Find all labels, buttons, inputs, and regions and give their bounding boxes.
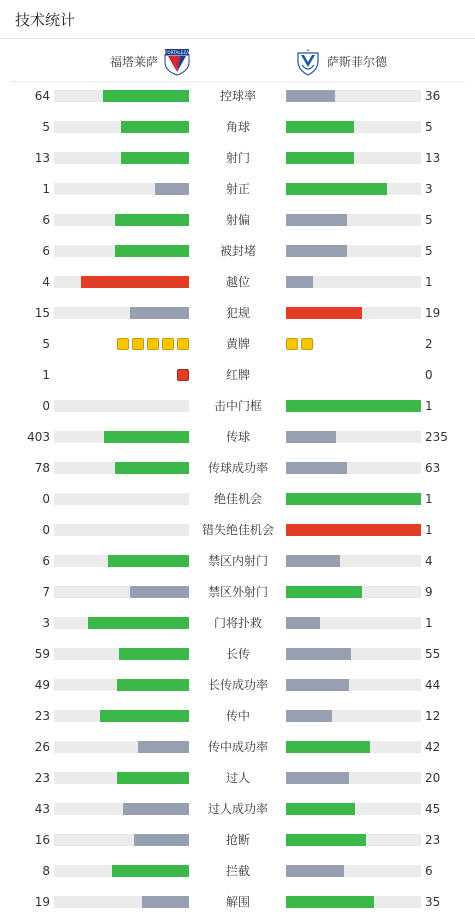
away-stat-bar-fill	[286, 648, 351, 660]
stat-row	[0, 86, 475, 106]
away-stat-bar-fill	[286, 400, 421, 412]
away-stat-bar-fill	[286, 834, 366, 846]
away-stat-value: 1	[425, 616, 433, 630]
home-stat-value: 59	[34, 647, 50, 661]
home-stat-value: 0	[42, 523, 50, 537]
home-stat-value: 23	[34, 709, 50, 723]
away-stat-bar-track	[286, 307, 421, 319]
away-stat-bar-track	[286, 524, 421, 536]
away-stat-bar-fill	[286, 679, 349, 691]
home-stat-value: 6	[42, 213, 50, 227]
home-stat-bar-fill	[115, 214, 189, 226]
home-stat-bar-track	[54, 152, 189, 164]
stat-row	[0, 644, 475, 664]
away-stat-bar-track	[286, 865, 421, 877]
home-stat-bar-fill	[142, 896, 189, 908]
home-stat-bar-track	[54, 307, 189, 319]
away-stat-bar-fill	[286, 214, 347, 226]
home-stat-bar-fill	[112, 865, 189, 877]
home-stat-value: 1	[42, 182, 50, 196]
home-stat-bar-track	[54, 648, 189, 660]
home-stat-bar-fill	[130, 307, 189, 319]
yellow-card-icon	[147, 338, 159, 350]
away-stat-value: 0	[425, 368, 433, 382]
home-stat-value: 43	[34, 802, 50, 816]
stat-row	[0, 861, 475, 881]
home-stat-bar-track	[54, 679, 189, 691]
home-stat-value: 23	[34, 771, 50, 785]
stat-row	[0, 799, 475, 819]
home-stat-bar-track	[54, 183, 189, 195]
away-stat-bar-fill	[286, 462, 347, 474]
stat-label: 击中门框	[213, 399, 262, 413]
away-stat-value: 5	[425, 213, 433, 227]
stat-label: 禁区外射门	[207, 585, 268, 599]
stat-row	[0, 179, 475, 199]
stat-label: 被封堵	[219, 244, 256, 258]
away-stat-bar-track	[286, 90, 421, 102]
stat-label: 射偏	[225, 213, 250, 227]
away-stat-bar-track	[286, 152, 421, 164]
away-stat-bar-fill	[286, 524, 421, 536]
away-stat-bar-fill	[286, 307, 362, 319]
away-stat-value: 5	[425, 120, 433, 134]
home-stat-bar-fill	[134, 834, 189, 846]
away-stat-bar-fill	[286, 555, 340, 567]
away-stat-bar-track	[286, 741, 421, 753]
away-stat-value: 19	[425, 306, 441, 320]
away-stat-bar-fill	[286, 741, 370, 753]
stat-row	[0, 303, 475, 323]
home-stat-value: 0	[42, 399, 50, 413]
away-stat-bar-track	[286, 617, 421, 629]
yellow-card-icon	[177, 338, 189, 350]
stat-label: 控球率	[219, 89, 256, 103]
stat-row	[0, 675, 475, 695]
away-stat-value: 1	[425, 523, 433, 537]
stat-label: 犯规	[225, 306, 250, 320]
home-stat-bar-fill	[121, 121, 189, 133]
home-team[interactable]	[110, 46, 190, 78]
stat-row	[0, 520, 475, 540]
away-stat-bar-fill	[286, 710, 332, 722]
away-stat-bar-track	[286, 896, 421, 908]
home-stat-bar-track	[54, 896, 189, 908]
away-team[interactable]	[295, 46, 387, 78]
red-card-icon	[177, 369, 189, 381]
stat-row	[0, 613, 475, 633]
home-stat-bar-track	[54, 803, 189, 815]
stat-row	[0, 768, 475, 788]
away-stat-bar-track	[286, 555, 421, 567]
home-stat-value: 403	[27, 430, 50, 444]
home-stat-bar-fill	[123, 803, 189, 815]
away-stat-bar-track	[286, 462, 421, 474]
away-stat-bar-fill	[286, 617, 320, 629]
stat-label: 黄牌	[225, 337, 250, 351]
home-stat-value: 8	[42, 864, 50, 878]
away-stat-value: 1	[425, 275, 433, 289]
away-stat-bar-fill	[286, 865, 344, 877]
away-stat-bar-fill	[286, 586, 362, 598]
home-stat-bar-fill	[100, 710, 189, 722]
home-stat-bar-fill	[103, 90, 189, 102]
away-stat-bar-track	[286, 679, 421, 691]
away-stat-bar-fill	[286, 90, 335, 102]
away-stat-value: 9	[425, 585, 433, 599]
home-yellow-cards	[117, 338, 189, 350]
stat-row	[0, 241, 475, 261]
home-stat-bar-fill	[81, 276, 189, 288]
stat-row	[0, 117, 475, 137]
home-stat-bar-fill	[155, 183, 189, 195]
home-stat-value: 7	[42, 585, 50, 599]
stat-row	[0, 892, 475, 912]
stat-row	[0, 427, 475, 447]
stat-label: 长传	[225, 647, 250, 661]
home-stat-bar-track	[54, 834, 189, 846]
away-stat-bar-track	[286, 245, 421, 257]
home-stat-value: 49	[34, 678, 50, 692]
stat-row	[0, 706, 475, 726]
stat-label: 角球	[225, 120, 250, 134]
stat-row	[0, 737, 475, 757]
away-stat-value: 2	[425, 337, 433, 351]
away-stat-bar-fill	[286, 152, 354, 164]
stat-row	[0, 148, 475, 168]
home-stat-bar-track	[54, 865, 189, 877]
home-stat-bar-track	[54, 493, 189, 505]
home-stat-bar-fill	[115, 245, 189, 257]
yellow-card-icon	[132, 338, 144, 350]
stat-label: 传球成功率	[207, 461, 268, 475]
home-stat-value: 4	[42, 275, 50, 289]
stat-label: 射正	[225, 182, 250, 196]
home-team-name: 福塔莱萨	[109, 55, 158, 69]
away-stat-value: 42	[425, 740, 441, 754]
away-yellow-cards	[286, 338, 313, 350]
fortaleza-badge-text: FORTALEZA	[164, 49, 190, 55]
home-stat-bar-track	[54, 276, 189, 288]
away-team-name: 萨斯菲尔德	[327, 55, 388, 69]
away-stat-bar-fill	[286, 493, 421, 505]
stat-label: 传中	[225, 709, 250, 723]
yellow-card-icon	[117, 338, 129, 350]
home-stat-value: 26	[34, 740, 50, 754]
away-stat-bar-fill	[286, 121, 354, 133]
stat-row	[0, 272, 475, 292]
home-stat-bar-fill	[130, 586, 189, 598]
home-stat-value: 16	[34, 833, 50, 847]
away-stat-value: 55	[425, 647, 441, 661]
stat-label: 传球	[225, 430, 250, 444]
home-stat-bar-track	[54, 90, 189, 102]
home-stat-bar-fill	[115, 462, 189, 474]
stat-label: 错失绝佳机会	[201, 523, 274, 537]
stat-row	[0, 489, 475, 509]
stat-row	[0, 551, 475, 571]
stat-row	[0, 334, 475, 354]
away-stat-bar-fill	[286, 772, 349, 784]
yellow-card-icon	[286, 338, 298, 350]
home-stat-bar-track	[54, 462, 189, 474]
home-stat-bar-track	[54, 214, 189, 226]
home-red-cards	[177, 369, 189, 381]
home-stat-bar-track	[54, 245, 189, 257]
away-stat-value: 35	[425, 895, 441, 909]
home-stat-value: 0	[42, 492, 50, 506]
home-stat-bar-track	[54, 586, 189, 598]
stat-label: 禁区内射门	[207, 554, 268, 568]
home-stat-bar-track	[54, 710, 189, 722]
away-stat-value: 1	[425, 492, 433, 506]
away-stat-bar-track	[286, 183, 421, 195]
stat-label: 长传成功率	[207, 678, 268, 692]
stat-label: 抢断	[225, 833, 250, 847]
home-stat-value: 6	[42, 554, 50, 568]
home-stat-bar-track	[54, 772, 189, 784]
home-stat-value: 15	[34, 306, 50, 320]
home-stat-bar-track	[54, 121, 189, 133]
stat-label: 射门	[225, 151, 250, 165]
yellow-card-icon	[162, 338, 174, 350]
stat-row	[0, 396, 475, 416]
away-stat-bar-track	[286, 276, 421, 288]
velez-crest-icon	[295, 48, 321, 76]
home-stat-bar-fill	[138, 741, 189, 753]
stat-row	[0, 210, 475, 230]
home-stat-bar-track	[54, 741, 189, 753]
stat-label: 拦截	[225, 864, 250, 878]
stat-label: 传中成功率	[207, 740, 268, 754]
home-stat-bar-track	[54, 431, 189, 443]
home-stat-bar-fill	[108, 555, 189, 567]
away-stat-bar-track	[286, 710, 421, 722]
away-stat-bar-fill	[286, 276, 313, 288]
title-divider	[0, 38, 475, 39]
home-stat-bar-fill	[104, 431, 189, 443]
away-stat-value: 44	[425, 678, 441, 692]
away-stat-value: 20	[425, 771, 441, 785]
stat-label: 红牌	[225, 368, 250, 382]
yellow-card-icon	[301, 338, 313, 350]
home-stat-value: 19	[34, 895, 50, 909]
away-stat-value: 13	[425, 151, 441, 165]
home-stat-bar-track	[54, 400, 189, 412]
stat-label: 绝佳机会	[213, 492, 262, 506]
away-stat-value: 63	[425, 461, 441, 475]
away-stat-bar-fill	[286, 896, 374, 908]
home-stat-value: 1	[42, 368, 50, 382]
stat-label: 门将扑救	[213, 616, 262, 630]
away-stat-bar-track	[286, 586, 421, 598]
home-stat-value: 6	[42, 244, 50, 258]
away-stat-value: 45	[425, 802, 441, 816]
stat-row	[0, 830, 475, 850]
away-stat-value: 4	[425, 554, 433, 568]
home-stat-value: 3	[42, 616, 50, 630]
home-stat-value: 64	[34, 89, 50, 103]
home-stat-value: 78	[34, 461, 50, 475]
away-stat-bar-fill	[286, 803, 355, 815]
away-stat-bar-fill	[286, 183, 387, 195]
stat-label: 解围	[225, 895, 250, 909]
stat-label: 越位	[225, 275, 250, 289]
away-stat-value: 1	[425, 399, 433, 413]
away-stat-value: 12	[425, 709, 441, 723]
away-stat-value: 23	[425, 833, 441, 847]
away-stat-bar-track	[286, 431, 421, 443]
away-stat-bar-track	[286, 803, 421, 815]
home-stat-bar-fill	[121, 152, 189, 164]
home-stat-bar-track	[54, 555, 189, 567]
home-stat-bar-fill	[88, 617, 189, 629]
home-stat-bar-track	[54, 524, 189, 536]
away-stat-bar-track	[286, 493, 421, 505]
home-stat-bar-fill	[119, 648, 189, 660]
home-stat-bar-track	[54, 617, 189, 629]
away-stat-bar-track	[286, 121, 421, 133]
away-stat-value: 3	[425, 182, 433, 196]
away-stat-value: 235	[425, 430, 448, 444]
stat-row	[0, 365, 475, 385]
away-stat-bar-track	[286, 214, 421, 226]
stat-label: 过人	[225, 771, 250, 785]
home-stat-value: 5	[42, 337, 50, 351]
away-stat-bar-track	[286, 834, 421, 846]
away-stat-value: 36	[425, 89, 441, 103]
page-title: 技术统计	[15, 11, 76, 29]
home-stat-value: 5	[42, 120, 50, 134]
fortaleza-crest-icon	[164, 48, 190, 76]
away-stat-value: 5	[425, 244, 433, 258]
home-stat-bar-fill	[117, 772, 189, 784]
header-divider	[10, 81, 465, 82]
away-stat-bar-fill	[286, 431, 336, 443]
home-stat-value: 13	[34, 151, 50, 165]
stat-row	[0, 582, 475, 602]
stat-label: 过人成功率	[207, 802, 268, 816]
home-stat-bar-fill	[117, 679, 189, 691]
away-stat-value: 6	[425, 864, 433, 878]
away-stat-bar-track	[286, 400, 421, 412]
away-stat-bar-track	[286, 648, 421, 660]
stat-row	[0, 458, 475, 478]
away-stat-bar-fill	[286, 245, 347, 257]
away-stat-bar-track	[286, 772, 421, 784]
